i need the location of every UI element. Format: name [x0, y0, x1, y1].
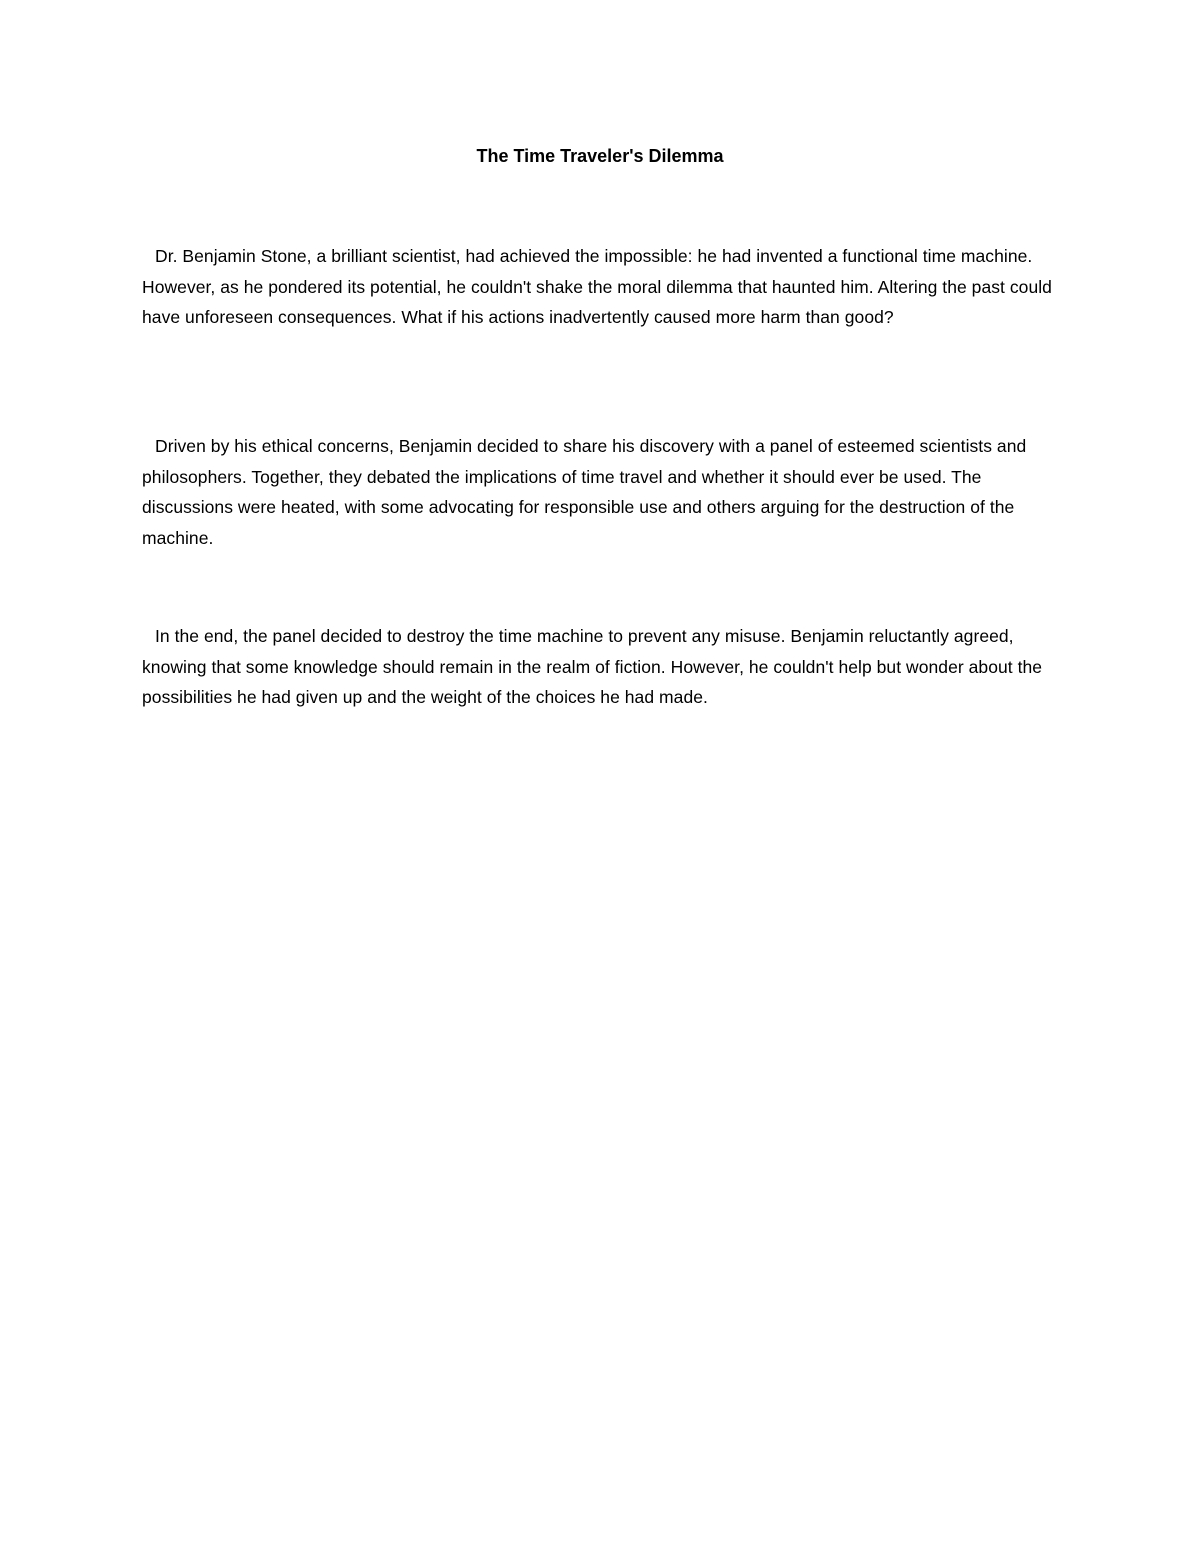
document-title: The Time Traveler's Dilemma: [476, 146, 724, 166]
paragraph-1: Dr. Benjamin Stone, a brilliant scientist, had achieved the impossible: he had invented a functional time machine. However, as he pondered its potential, he couldn't shake the moral dilemma that haunted him. Altering the past could have unforeseen consequences. What if his actions inadvertently caused more harm than good?: [142, 246, 1052, 327]
paragraph-2: Driven by his ethical concerns, Benjamin decided to share his discovery with a panel of esteemed scientists and philosophers. Together, they debated the implications of time travel and whether it should ever be used. The discussions were heated, with some advocating for responsible use and others arguing for the destruction of the machine.: [142, 436, 1027, 548]
paragraph-3: In the end, the panel decided to destroy the time machine to prevent any misuse. Benjamin reluctantly agreed, knowing that some knowledge should remain in the realm of fiction. However, he couldn't help but wonder about the possibilities he had given up and the weight of the choices he had made.: [142, 626, 1043, 707]
